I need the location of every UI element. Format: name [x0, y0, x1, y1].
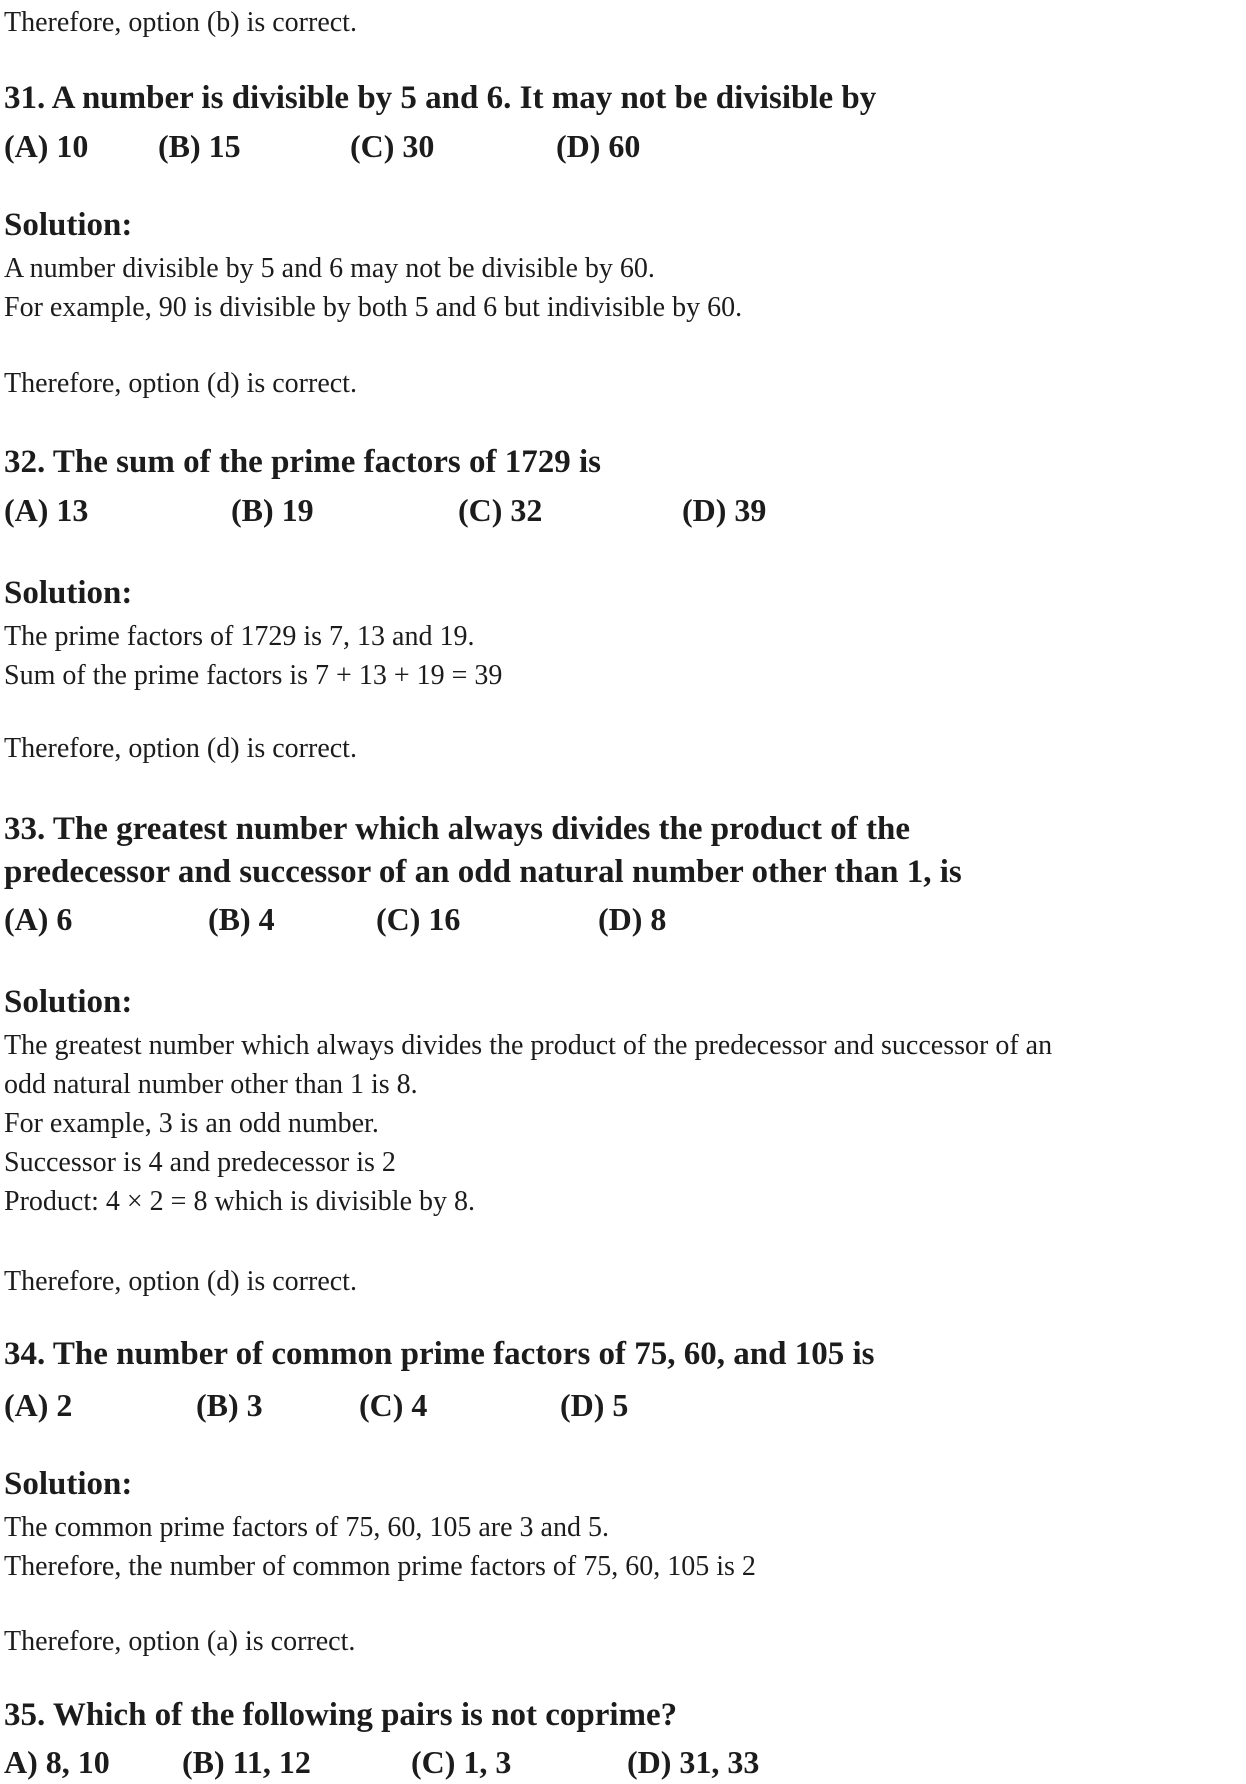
- q34-solution-line: Therefore, the number of common prime factors of 75, 60, 105 is 2: [4, 1551, 756, 1582]
- q33-conclusion: Therefore, option (d) is correct.: [4, 1266, 357, 1297]
- q34-option-d: (D) 5: [560, 1387, 629, 1423]
- q32-question: 32. The sum of the prime factors of 1729 is: [4, 444, 601, 480]
- q31-option-b: (B) 15: [158, 128, 241, 164]
- q35-option-b: (B) 11, 12: [182, 1744, 311, 1780]
- q32-option-c: (C) 32: [458, 492, 543, 528]
- q31-option-c: (C) 30: [350, 128, 435, 164]
- q34-option-c: (C) 4: [359, 1387, 428, 1423]
- q34-question: 34. The number of common prime factors of 75, 60, and 105 is: [4, 1336, 875, 1372]
- q35-option-a: A) 8, 10: [4, 1744, 110, 1780]
- q34-options: [4, 1384, 1246, 1427]
- q33-solution-line: odd natural number other than 1 is 8.: [4, 1069, 418, 1100]
- q31-options: [4, 125, 1246, 168]
- q32-options: [4, 489, 1246, 532]
- q33-solution-label: Solution:: [4, 984, 133, 1020]
- q33-option-a: (A) 6: [4, 901, 73, 937]
- q31-option-a: (A) 10: [4, 128, 89, 164]
- q35-option-d: (D) 31, 33: [627, 1744, 760, 1780]
- q33-option-c: (C) 16: [376, 901, 461, 937]
- q34-solution-label: Solution:: [4, 1466, 133, 1502]
- q31-solution-label: Solution:: [4, 207, 133, 243]
- q34-option-a: (A) 2: [4, 1387, 73, 1423]
- q31-option-d: (D) 60: [556, 128, 641, 164]
- q33-solution-line: For example, 3 is an odd number.: [4, 1108, 379, 1139]
- q32-conclusion: Therefore, option (d) is correct.: [4, 733, 357, 764]
- q31-conclusion: Therefore, option (d) is correct.: [4, 368, 357, 399]
- q31-solution-line: For example, 90 is divisible by both 5 and 6 but indivisible by 60.: [4, 292, 743, 323]
- q33-solution-line: Successor is 4 and predecessor is 2: [4, 1147, 396, 1178]
- q35-option-c: (C) 1, 3: [411, 1744, 512, 1780]
- q35-question: 35. Which of the following pairs is not coprime?: [4, 1697, 678, 1733]
- q33-question-line2: predecessor and successor of an odd natural number other than 1, is: [4, 854, 962, 890]
- q32-option-b: (B) 19: [231, 492, 314, 528]
- q33-option-d: (D) 8: [598, 901, 667, 937]
- q33-solution-line: The greatest number which always divides the product of the predecessor and successor of an: [4, 1030, 1053, 1061]
- q30-conclusion: Therefore, option (b) is correct.: [4, 7, 357, 38]
- q33-options: [4, 898, 1246, 941]
- q33-question: 33. The greatest number which always divides the product of the: [4, 811, 911, 847]
- q31-question: 31. A number is divisible by 5 and 6. It may not be divisible by: [4, 80, 877, 116]
- q35-options: [4, 1741, 1246, 1784]
- q32-solution-line: Sum of the prime factors is 7 + 13 + 19 = 39: [4, 660, 503, 691]
- q34-solution-line: The common prime factors of 75, 60, 105 are 3 and 5.: [4, 1512, 609, 1543]
- q32-option-a: (A) 13: [4, 492, 89, 528]
- q33-solution-line: Product: 4 × 2 = 8 which is divisible by 8.: [4, 1186, 476, 1217]
- q34-option-b: (B) 3: [196, 1387, 263, 1423]
- q34-conclusion: Therefore, option (a) is correct.: [4, 1626, 356, 1657]
- q32-solution-line: The prime factors of 1729 is 7, 13 and 19.: [4, 621, 475, 652]
- q31-solution-line: A number divisible by 5 and 6 may not be divisible by 60.: [4, 253, 655, 284]
- q32-solution-label: Solution:: [4, 575, 133, 611]
- q32-option-d: (D) 39: [682, 492, 767, 528]
- q33-option-b: (B) 4: [208, 901, 275, 937]
